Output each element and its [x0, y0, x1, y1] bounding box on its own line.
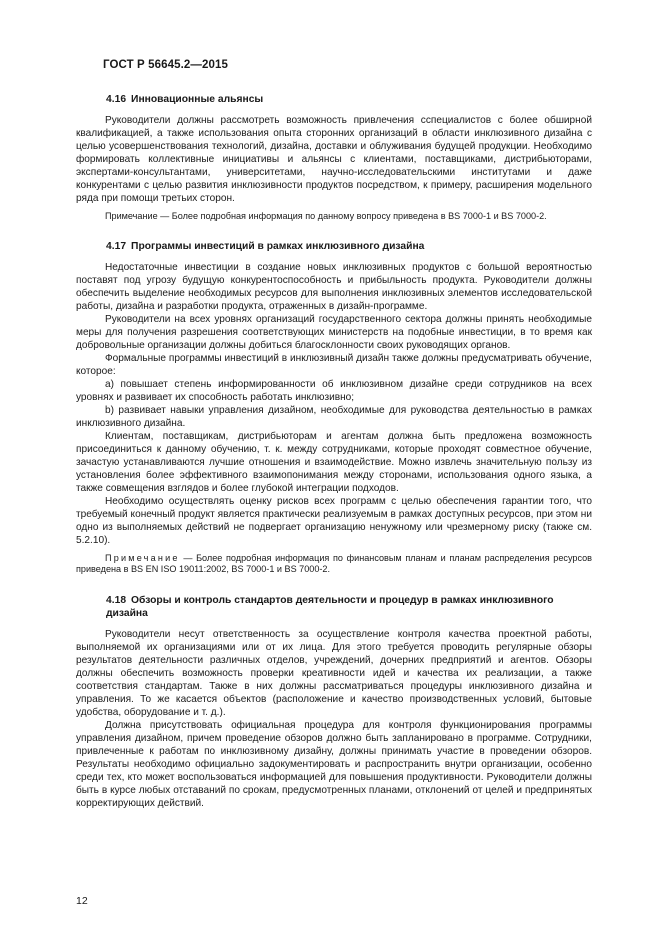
list-item: b) развивает навыки управления дизайном, необходимые для руководства деятельностью в рамках инклюзивного дизайна. [76, 404, 592, 429]
section-number: 4.17 [106, 241, 127, 252]
note-label: Примечание [105, 552, 180, 563]
note [76, 553, 592, 576]
paragraph: Руководители на всех уровнях организаций государственного сектора должны принять необходимые меры для получения разрешения соответствующих министерств на подобные инвестиции, в то время как добровольные организации должны добиться благосклонности своих руководящих органов. [76, 313, 592, 351]
section-4-16-title [76, 93, 592, 107]
paragraph: Руководители несут ответственность за осуществление контроля качества проектной работы, выполняемой их организациями или от их лица. Для этого требуется проводить регулярные обзоры результатов деятельности различных отделов, учреждений, дочерних предприятий и агентов. Обзоры должны обеспечить возможность проверки креативности идей и качества их реализации, а также соответствия стандартам. Также в них должны рассматриваться процедуры инклюзивного дизайна и управления. То же касается объектов (расположение и качество производственных условий, бытовые удобства, оборудование и т. д.). [76, 628, 592, 718]
section-4-18-title [76, 594, 592, 621]
note-label: Примечание [105, 210, 158, 221]
document-body [76, 84, 592, 810]
section-title-text: Инновационные альянсы [131, 94, 264, 105]
list-item: a) повышает степень информированности об инклюзивном дизайне среди сотрудников на всех уровнях и развивает их способность работать инклюзивно; [76, 378, 592, 403]
note [76, 211, 592, 223]
section-number: 4.18 [106, 594, 127, 606]
paragraph: Руководители должны рассмотреть возможность привлечения сспециалистов с более обширной квалификацией, а также использования опыта сторонних организаций в области инклюзивного дизайна с целью усовершенствования технологий, дизайна, доставки и облуживания будущей продукции. Необходимо формировать коллективные инициативы и альянсы с клиентами, поставщиками, дистрибьюторами, экспертами-консультантами, университетами, научно-исследовательскими институтами и даже конкурентами с целью развития инклюзивности продуктов посредством, к примеру, расширения модельного ряда при помощи третьих сторон. [76, 114, 592, 204]
section-title-text: Обзоры и контроль стандартов деятельности и процедур в рамках инклюзивного дизайна [106, 594, 554, 619]
section-4-17-title [76, 240, 592, 254]
standard-header: ГОСТ Р 56645.2—2015 [103, 59, 228, 71]
section-title-text: Программы инвестиций в рамках инклюзивного дизайна [131, 241, 425, 252]
note-text: — Более подробная информация по данному вопросу приведена в BS 7000-1 и BS 7000-2. [157, 210, 547, 221]
note-text: — Более подробная информация по финансовым планам и планам распределения ресурсов приведена в BS EN ISO 19011:2002, BS 7000-1 и BS 7000-2. [76, 552, 592, 574]
paragraph: Клиентам, поставщикам, дистрибьюторам и агентам должна быть предложена возможность присоединиться к данному обучению, т. к. между сотрудниками, которые проходят совместное обучение, зачастую устанавливаются лучшие отношения и взаимодействие. Можно извлечь значительную пользу из установления более эффективного взаимопонимания между сторонами, использования одного языка, а также совмещения взглядов и более глубокой интеграции подходов. [76, 430, 592, 494]
paragraph: Недостаточные инвестиции в создание новых инклюзивных продуктов с большой вероятностью поставят под угрозу будущую конкурентоспособность и прибыльность продукта. Руководители должны обеспечить выделение необходимых ресурсов для выполнения инклюзивных элементов исследовательской работы, дизайна и разработки продукта, отраженных в дизайн-программе. [76, 261, 592, 312]
section-number: 4.16 [106, 94, 127, 105]
paragraph: Формальные программы инвестиций в инклюзивный дизайн также должны предусматривать обучение, которое: [76, 352, 592, 377]
page-number: 12 [76, 895, 88, 907]
paragraph: Должна присутствовать официальная процедура для контроля функционирования программы управления дизайном, причем проведение обзоров должно быть запланировано в программе. Сотрудники, привлеченные к работам по инклюзивному дизайну, должны принимать участие в проведении обзоров. Результаты необходимо официально задокументировать и распространить внутри организации, особенно среди тех, кто может воспользоваться информацией для повышения продуктивности. Руководители должны быть в курсе любых отставаний по срокам, предусмотренных планами, отклонений от целей и предпринятых корректирующих действий. [76, 719, 592, 809]
paragraph: Необходимо осуществлять оценку рисков всех программ с целью обеспечения гарантии того, что требуемый конечный продукт является практически реализуемым в рамках доступных ресурсов, при этом ни одно из выполняемых действий не подвергает организацию ненужному или чрезмерному риску (также см. 5.2.10). [76, 495, 592, 546]
